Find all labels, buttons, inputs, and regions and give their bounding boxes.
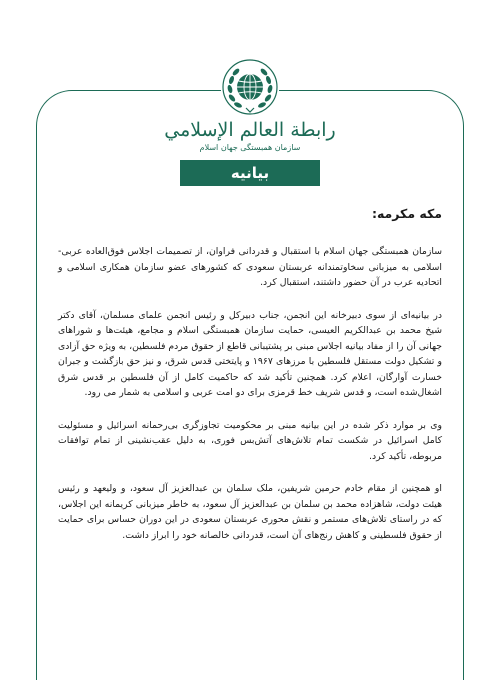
letter-body (58, 206, 442, 560)
paragraph-2: در بیانیه‌ای از سوی دبیرخانه این انجمن، جناب دبیرکل و رئیس انجمن علمای مسلمان، آقای دکتر شیخ محمد بن عبدالکریم العیسی، حمایت سازمان همبستگی اسلام و مجامع، هیئت‌ها و شوراهای جهانی آن را از مفاد بیانیه اجلاس مبنی بر پشتیبانی قاطع از حقوق مردم فلسطین، به ویژه حق آزادی و تشکیل دولت مستقل فلسطین با مرزهای ۱۹۶۷ و پایتختی قدس شرق، و نیز حق بازگشت و جبران خسارت آوارگان، اعلام کرد. همچنین تأکید شد که حاکمیت کامل از آن فلسطین بر قدس شرق اشغال‌شده است، و قدس شریف خط قرمزی برای دو امت عربی و اسلامی به شمار می رود. (58, 309, 442, 398)
organization-name-arabic: رابطة العالم الإسلامي (164, 119, 336, 141)
paragraph-3: وی بر موارد ذکر شده در این بیانیه مبنی بر محکومیت تجاوزگری بی‌رحمانه اسرائیل و مسئولیت کامل اسرائیل در شکست تمام تلاش‌های آتش‌بس فوری، به دلیل عقب‌نشینی از تمام توافقات مربوطه، تأکید کرد. (58, 419, 442, 462)
statement-banner-label: بیانیه (230, 164, 270, 182)
organization-name-persian: سازمان همبستگی جهان اسلام (199, 143, 301, 152)
letterhead (0, 58, 500, 186)
paragraph-4: او همچنین از مقام خادم حرمین شریفین، ملک سلمان بن عبدالعزیز آل سعود، و ولیعهد و رئیس هیئت دولت، شاهزاده محمد بن سلمان بن عبدالعزیز آل سعود، به خاطر میزبانی کریمانه این اجلاس، که در راستای تلاش‌های مستمر و نقش محوری عربستان سعودی در این دوران حساس برای حمایت از حقوق فلسطینی و کاهش رنج‌های آن است، قدردانی خالصانه خود را ابراز داشت. (58, 483, 442, 541)
salutation: مکه مکرمه: (371, 206, 442, 221)
paragraph-1: سازمان همبستگی جهان اسلام با استقبال و قدردانی فراوان، از تصمیمات اجلاس فوق‌العاده عربی-اسلامی به میزبانی سخاوتمندانه عربستان سعودی که کشورهای عضو سازمان همکاری اسلامی و اتحادیه عرب در آن حضور داشتند، استقبال کرد. (58, 246, 442, 288)
statement-banner (180, 160, 320, 186)
globe-wreath-emblem-icon (221, 58, 279, 116)
